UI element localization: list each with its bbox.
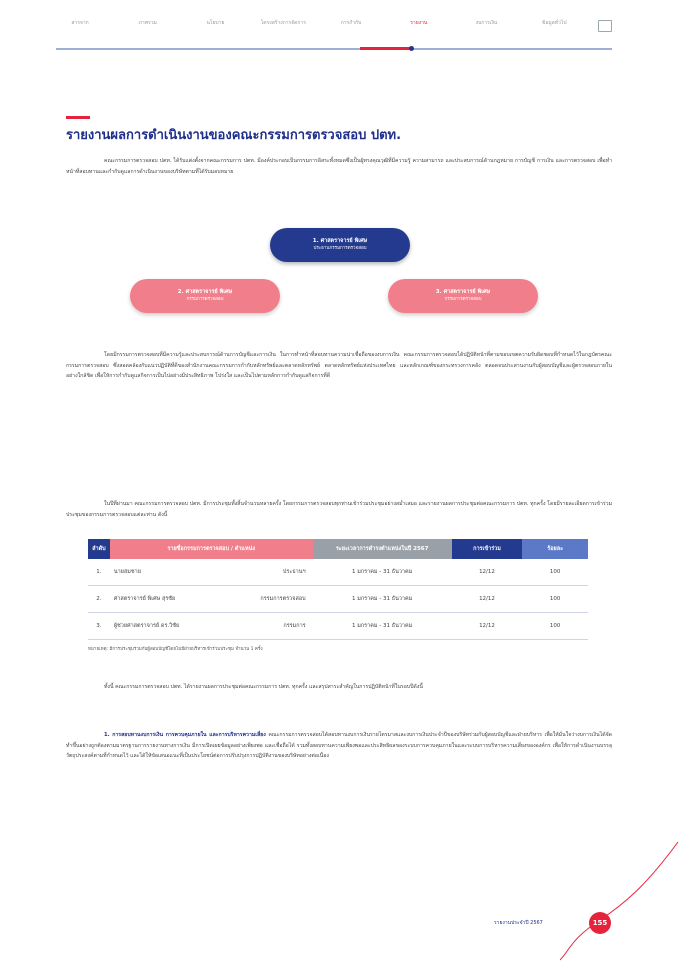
page-title: รายงานผลการดำเนินงานของคณะกรรมการตรวจสอบ ปตท. <box>66 128 402 143</box>
body-paragraph-3: ในปีที่ผ่านมา คณะกรรมการตรวจสอบ ปตท. มีการประชุมทั้งสิ้นจำนวนหลายครั้ง โดยกรรมการตรวจสอบทุกท่านเข้าร่วมประชุมอย่างสม่ำเสมอ และรายงานผลการประชุมต่อคณะกรรมการ ปตท. ทุกครั้ง โดยมีรายละเอียดการเข้าร่วมประชุมของกรรมการตรวจสอบแต่ละท่าน ดังนี้ <box>66 501 612 518</box>
nav-divider <box>56 48 612 50</box>
member-name: ผู้ช่วยศาสตราจารย์ ดร.วิชัย <box>113 623 180 629</box>
member-name: นายสมชาย <box>113 569 141 575</box>
org-chart-member-right <box>388 279 538 313</box>
nav-item-4[interactable]: การกำกับ <box>340 20 362 26</box>
nav-item-2[interactable]: นโยบาย <box>206 20 225 26</box>
cell-name <box>110 559 313 586</box>
nav-position-dot <box>409 46 414 51</box>
body-paragraph-4: ทั้งนี้ คณะกรรมการตรวจสอบ ปตท. ได้รายงานผลการประชุมต่อคณะกรรมการ ปตท. ทุกครั้ง และสรุปสาระสำคัญในการปฏิบัติหน้าที่ในรอบปีดังนี้ <box>104 684 423 690</box>
title-accent-bar <box>66 116 90 119</box>
meeting-attendance-table <box>88 539 588 640</box>
org-chair-name: 1. ศาสตราจารย์ พิเศษ <box>312 238 368 244</box>
nav-item-5[interactable]: รายงาน <box>410 20 428 26</box>
table-row <box>88 559 588 586</box>
nav-active-indicator <box>360 47 410 50</box>
org-chart-member-left <box>130 279 280 313</box>
cell-no: 3. <box>88 613 110 640</box>
body-paragraph-5 <box>66 730 612 762</box>
header-name: รายชื่อกรรมการตรวจสอบ / ตำแหน่ง <box>110 539 313 559</box>
member-name: ศาสตราจารย์ พิเศษ สุรชัย <box>113 596 176 602</box>
org-chair-role: ประธานกรรมการตรวจสอบ <box>313 246 367 251</box>
cell-attendance: 12/12 <box>452 559 523 586</box>
header-no: ลำดับ <box>88 539 110 559</box>
table-row <box>88 613 588 640</box>
nav-item-1[interactable]: ภาพรวม <box>138 20 157 26</box>
nav-item-3[interactable]: โครงสร้างการจัดการ <box>260 20 306 26</box>
org-left-role: กรรมการตรวจสอบ <box>186 297 224 302</box>
nav-item-6[interactable]: งบการเงิน <box>475 20 498 26</box>
cell-name <box>110 613 313 640</box>
member-position: กรรมการตรวจสอบ <box>260 596 306 602</box>
nav-item-0[interactable]: สารจาก <box>71 20 89 26</box>
section-body: คณะกรรมการตรวจสอบได้สอบทานงบการเงินรายไตรมาสและงบการเงินประจำปีของบริษัทร่วมกับผู้สอบบัญชีและฝ่ายบริหาร เพื่อให้มั่นใจว่างบการเงินได้จัดทำขึ้นอย่างถูกต้องตามมาตรฐานการรายงานทางการเงิน มีการเปิดเผยข้อมูลอย่างเพียงพอ และเชื่อถือได้ รวมทั้งสอบทานความเพียงพอและประสิทธิผลของระบบการควบคุมภายในและระบบการบริหารความเสี่ยงขององค์กร เพื่อให้การดำเนินงานบรรลุวัตถุประสงค์ตามที่กำหนดไว้ และได้ให้ข้อเสนอแนะที่เป็นประโยชน์ต่อการปรับปรุงการปฏิบัติงานของบริษัทอย่างต่อเนื่อง <box>66 732 612 759</box>
top-navigation <box>56 20 612 40</box>
table-note: หมายเหตุ: มีการประชุมร่วมกับผู้สอบบัญชีโดยไม่มีฝ่ายบริหารเข้าร่วมประชุม จำนวน 1 ครั้ง <box>88 647 263 652</box>
nav-item-7[interactable]: ข้อมูลทั่วไป <box>541 20 567 26</box>
section-lead: 1. การสอบทานงบการเงิน การควบคุมภายใน และการบริหารความเสี่ยง <box>104 732 266 738</box>
cell-attendance: 12/12 <box>452 586 523 613</box>
footer-label: รายงานประจำปี 2567 <box>494 920 543 926</box>
body-paragraph-2: โดยมีกรรมการตรวจสอบที่มีความรู้และประสบการณ์ด้านการบัญชีและการเงิน ในการทำหน้าที่สอบทานความน่าเชื่อถือของงบการเงิน คณะกรรมการตรวจสอบได้ปฏิบัติหน้าที่ตามขอบเขตความรับผิดชอบที่กำหนดไว้ในกฎบัตรคณะกรรมการตรวจสอบ ซึ่งสอดคล้องกับแนวปฏิบัติที่ดีของสำนักงานคณะกรรมการกำกับหลักทรัพย์และตลาดหลักทรัพย์ ตลาดหลักทรัพย์แห่งประเทศไทย และหลักเกณฑ์ของกระทรวงการคลัง ตลอดจนประสานงานกับผู้สอบบัญชีและผู้ตรวจสอบภายในอย่างใกล้ชิด เพื่อให้การกำกับดูแลกิจการเป็นไปอย่างมีประสิทธิภาพ โปร่งใส และเป็นไปตามหลักการกำกับดูแลกิจการที่ดี <box>66 352 612 379</box>
book-icon[interactable] <box>598 20 612 32</box>
cell-period: 1 มกราคม - 31 ธันวาคม <box>313 586 452 613</box>
cell-period: 1 มกราคม - 31 ธันวาคม <box>313 613 452 640</box>
member-position: ประธานฯ <box>282 569 306 575</box>
cell-percent: 100 <box>522 613 588 640</box>
member-position: กรรมการ <box>283 623 306 629</box>
page-number: 155 <box>589 912 611 934</box>
org-right-role: กรรมการตรวจสอบ <box>444 297 482 302</box>
cell-no: 1. <box>88 559 110 586</box>
cell-percent: 100 <box>522 559 588 586</box>
org-chart-chair <box>270 228 410 262</box>
org-left-name: 2. ศาสตราจารย์ พิเศษ <box>177 289 233 295</box>
decorative-swoosh <box>560 840 680 962</box>
cell-percent: 100 <box>522 586 588 613</box>
org-right-name: 3. ศาสตราจารย์ พิเศษ <box>435 289 491 295</box>
cell-attendance: 12/12 <box>452 613 523 640</box>
intro-paragraph: คณะกรรมการตรวจสอบ ปตท. ได้รับแต่งตั้งจากคณะกรรมการ ปตท. มีองค์ประกอบเป็นกรรมการอิสระทั้งหมดซึ่งเป็นผู้ทรงคุณวุฒิที่มีความรู้ ความสามารถ และประสบการณ์ด้านกฎหมาย การบัญชี การเงิน และการตรวจสอบ เพื่อทำหน้าที่สอบทานและกำกับดูแลการดำเนินงานของบริษัทตามที่ได้รับมอบหมาย <box>66 158 612 175</box>
header-period: ระยะเวลาการดำรงตำแหน่งในปี 2567 <box>313 539 452 559</box>
table-row <box>88 586 588 613</box>
cell-name <box>110 586 313 613</box>
header-attendance: การเข้าร่วม <box>452 539 523 559</box>
cell-period: 1 มกราคม - 31 ธันวาคม <box>313 559 452 586</box>
header-percent: ร้อยละ <box>522 539 588 559</box>
cell-no: 2. <box>88 586 110 613</box>
